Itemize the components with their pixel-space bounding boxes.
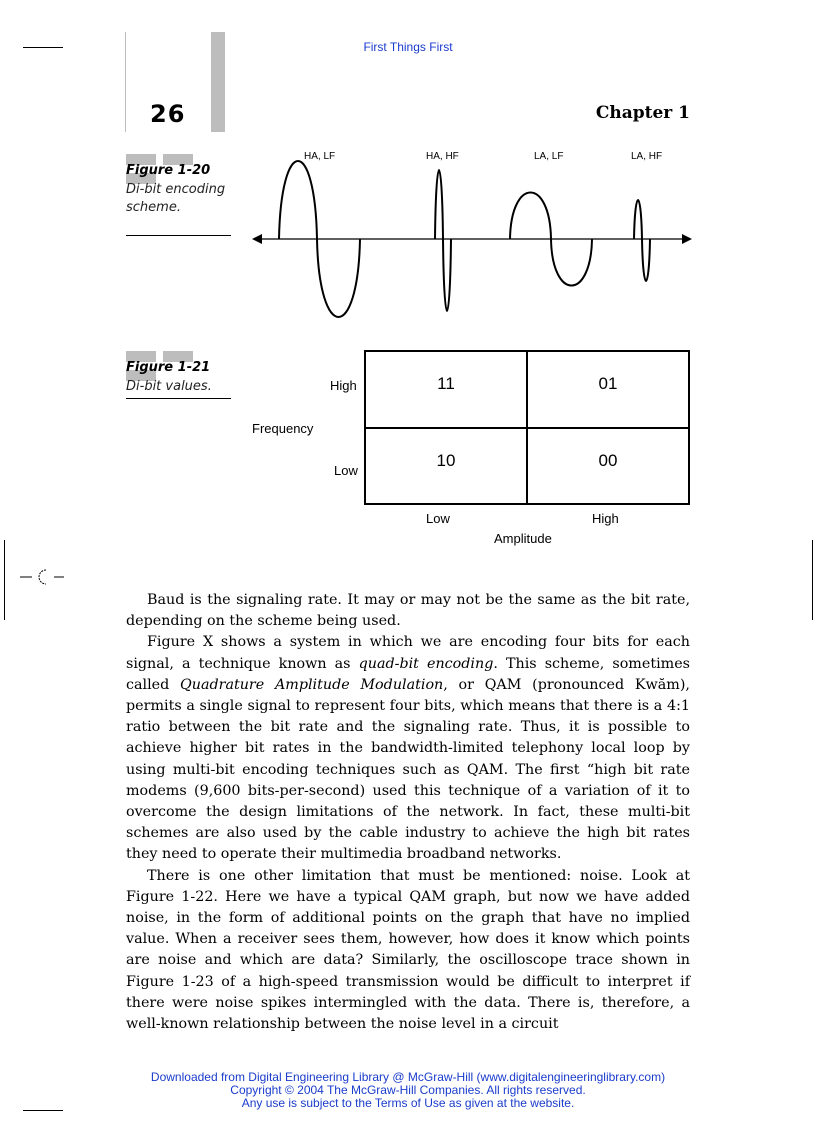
crop-mark-right-vertical [812,540,813,620]
wave-label-la-lf: LA, LF [534,151,564,162]
col-label-high: High [592,511,619,526]
wave-label-ha-lf: HA, LF [304,151,336,162]
axis-arrow-right [682,234,692,244]
wave-label-la-hf: LA, HF [631,151,663,162]
registration-mark [18,565,66,589]
figure-20-rule [126,235,231,236]
cell-low-high: 00 [527,428,688,504]
figure-20-caption-line1: Di-bit encoding [126,182,226,197]
x-axis-title: Amplitude [494,531,552,546]
cell-high-high: 01 [527,352,688,428]
figure-21-caption: Di-bit values. [126,379,212,394]
row-label-high: High [330,378,357,393]
paragraph-1: Baud is the signaling rate. It may or may not be the same as the bit rate, depending on the scheme being used. [126,592,690,630]
paragraph-2: Figure X shows a system in which we are encoding four bits for each signal, a technique known as quad-bit encoding. This scheme, sometimes called Quadrature Amplitude Modulation, or QAM (pronounced Kwăm), permits a single signal to represent four bits, which means that there is a 4:1 ratio between the bit rate and the signaling rate. Thus, it is possible to achieve higher bit rates in the bandwidth-limited telephony local loop by using multi-bit encoding techniques such as QAM. The first “high bit rate modems (9,600 bits-per-second) used this technique of a variation of it to overcome the design limitations of the network. In fact, these multi-bit schemes are also used by the cable industry to achieve the high bit rates they need to operate their multimedia broadband networks. [126,634,690,863]
row-label-low: Low [334,463,358,478]
dibit-waveform-diagram [248,155,698,320]
running-title[interactable]: First Things First [363,40,453,54]
y-axis-title: Frequency [252,421,314,436]
cell-high-low: 11 [366,352,527,428]
figure-21-marker [126,347,231,358]
axis-arrow-left [252,234,262,244]
wave-la-hf [634,200,650,281]
body-text [126,590,690,1035]
paragraph-3: There is one other limitation that must be mentioned: noise. Look at Figure 1-22. Here we have a typical QAM graph, but now we have added noise, in the form of additional points on the graph that have no implied value. When a receiver sees them, however, how does it know which points are noise and which are data? Similarly, the oscilloscope trace shown in Figure 1-23 of a high-speed transmission would be difficult to interpret if there were noise spikes intermingled with the data. There is, therefore, a well-known relationship between the noise level in a circuit [126,867,690,1033]
crop-mark-bottom-left [23,1110,63,1111]
figure-21-rule [126,398,231,399]
term-qam: Quadrature Amplitude Modulation [180,676,444,693]
chapter-label: Chapter 1 [595,103,690,123]
dibit-value-grid [364,350,690,505]
figure-21-label: Figure 1-21 [126,360,211,375]
cell-low-low: 10 [366,428,527,504]
footer-line-2: Copyright © 2004 The McGraw-Hill Companies. All rights reserved. [230,1083,586,1097]
figure-20-label: Figure 1-20 [126,163,211,178]
figure-20-marker [126,150,231,161]
col-label-low: Low [426,511,450,526]
footer [0,1071,816,1110]
page-number: 26 [150,100,186,128]
wave-label-ha-hf: HA, HF [426,151,459,162]
footer-line-3[interactable]: Any use is subject to the Terms of Use as given at the website. [241,1096,575,1110]
figure-20-caption-line2: scheme. [126,200,181,215]
footer-line-1[interactable]: Downloaded from Digital Engineering Library @ McGraw-Hill (www.digitalengineeringlibrary.com) [150,1070,666,1084]
crop-mark-left-vertical [4,540,5,620]
wave-ha-hf [435,170,451,311]
term-quad-bit-encoding: quad-bit encoding [358,655,494,672]
